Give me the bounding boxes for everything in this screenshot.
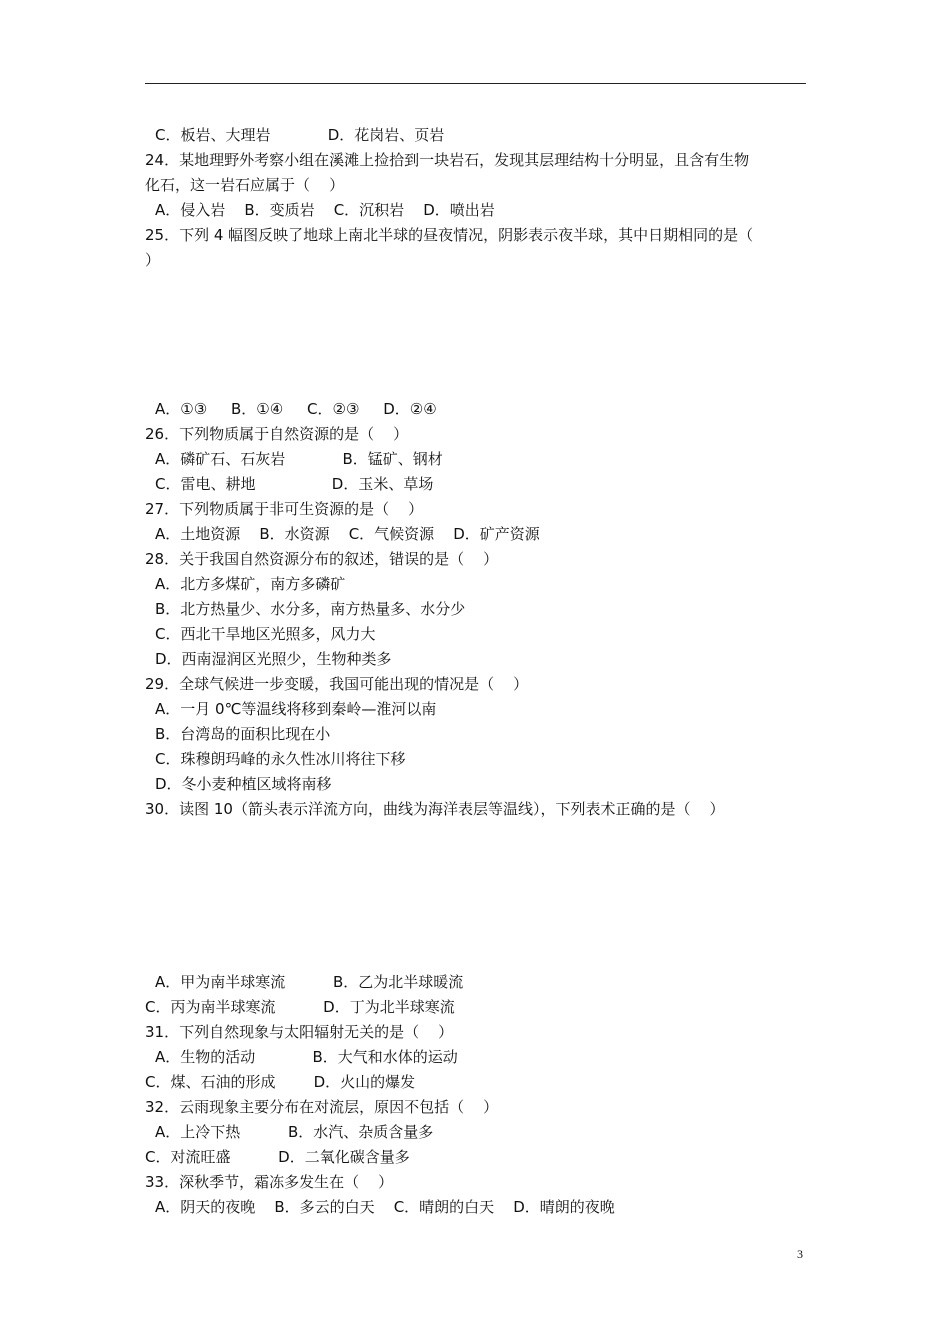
q32-stem: 32．云雨现象主要分布在对流层，原因不包括（ ） [145,1098,499,1116]
q31-options-cd: C．煤、石油的形成 D．火山的爆发 [145,1073,416,1091]
q33-stem: 33．深秋季节，霜冻多发生在（ ） [145,1173,394,1191]
q24-stem-line2: 化石，这一岩石应属于（ ） [145,176,345,194]
q27-stem: 27．下列物质属于非可生资源的是（ ） [145,500,424,518]
q31-options-ab: A．生物的活动 B．大气和水体的运动 [155,1048,458,1066]
q28-option-c: C．西北干旱地区光照多，风力大 [155,625,376,643]
q28-option-d: D．西南湿润区光照少，生物种类多 [155,650,392,668]
q23-options-cd: C．板岩、大理岩 D．花岗岩、页岩 [155,126,445,144]
q28-option-a: A．北方多煤矿，南方多磷矿 [155,575,346,593]
q29-option-c: C．珠穆朗玛峰的永久性冰川将往下移 [155,750,406,768]
q28-stem: 28．关于我国自然资源分布的叙述，错误的是（ ） [145,550,499,568]
q32-options-ab: A．上冷下热 B．水汽、杂质含量多 [155,1123,434,1141]
q28-option-b: B．北方热量少、水分多，南方热量多、水分少 [155,600,466,618]
q32-options-cd: C．对流旺盛 D．二氧化碳含量多 [145,1148,410,1166]
q30-options-cd: C．丙为南半球寒流 D．丁为北半球寒流 [145,998,455,1016]
q24-options: A．侵入岩 B．变质岩 C．沉积岩 D．喷出岩 [155,201,495,219]
q26-stem: 26．下列物质属于自然资源的是（ ） [145,425,409,443]
q26-options-cd: C．雷电、耕地 D．玉米、草场 [155,475,434,493]
q33-options: A．阴天的夜晚 B．多云的白天 C．晴朗的白天 D．晴朗的夜晚 [155,1198,615,1216]
q30-stem: 30．读图 10（箭头表示洋流方向，曲线为海洋表层等温线），下列表术正确的是（ ） [145,800,725,818]
page-number: 3 [797,1247,803,1261]
q29-option-d: D．冬小麦种植区域将南移 [155,775,332,793]
q25-stem-line2: ） [145,251,161,269]
q25-stem-line1: 25．下列 4 幅图反映了地球上南北半球的昼夜情况，阴影表示夜半球，其中日期相同的是（ [145,226,754,244]
q29-option-b: B．台湾岛的面积比现在小 [155,725,331,743]
q25-options: A．①③ B．①④ C．②③ D．②④ [155,400,437,418]
q30-options-ab: A．甲为南半球寒流 B．乙为北半球暖流 [155,973,464,991]
q24-stem-line1: 24．某地理野外考察小组在溪滩上捡拾到一块岩石，发现其层理结构十分明显，且含有生物 [145,151,750,169]
q31-stem: 31．下列自然现象与太阳辐射无关的是（ ） [145,1023,454,1041]
header-rule [145,83,806,84]
q29-stem: 29．全球气候进一步变暖，我国可能出现的情况是（ ） [145,675,529,693]
q26-options-ab: A．磷矿石、石灰岩 B．锰矿、钢材 [155,450,443,468]
q29-option-a: A．一月 0℃等温线将移到秦岭—淮河以南 [155,700,437,718]
q27-options: A．土地资源 B．水资源 C．气候资源 D．矿产资源 [155,525,540,543]
